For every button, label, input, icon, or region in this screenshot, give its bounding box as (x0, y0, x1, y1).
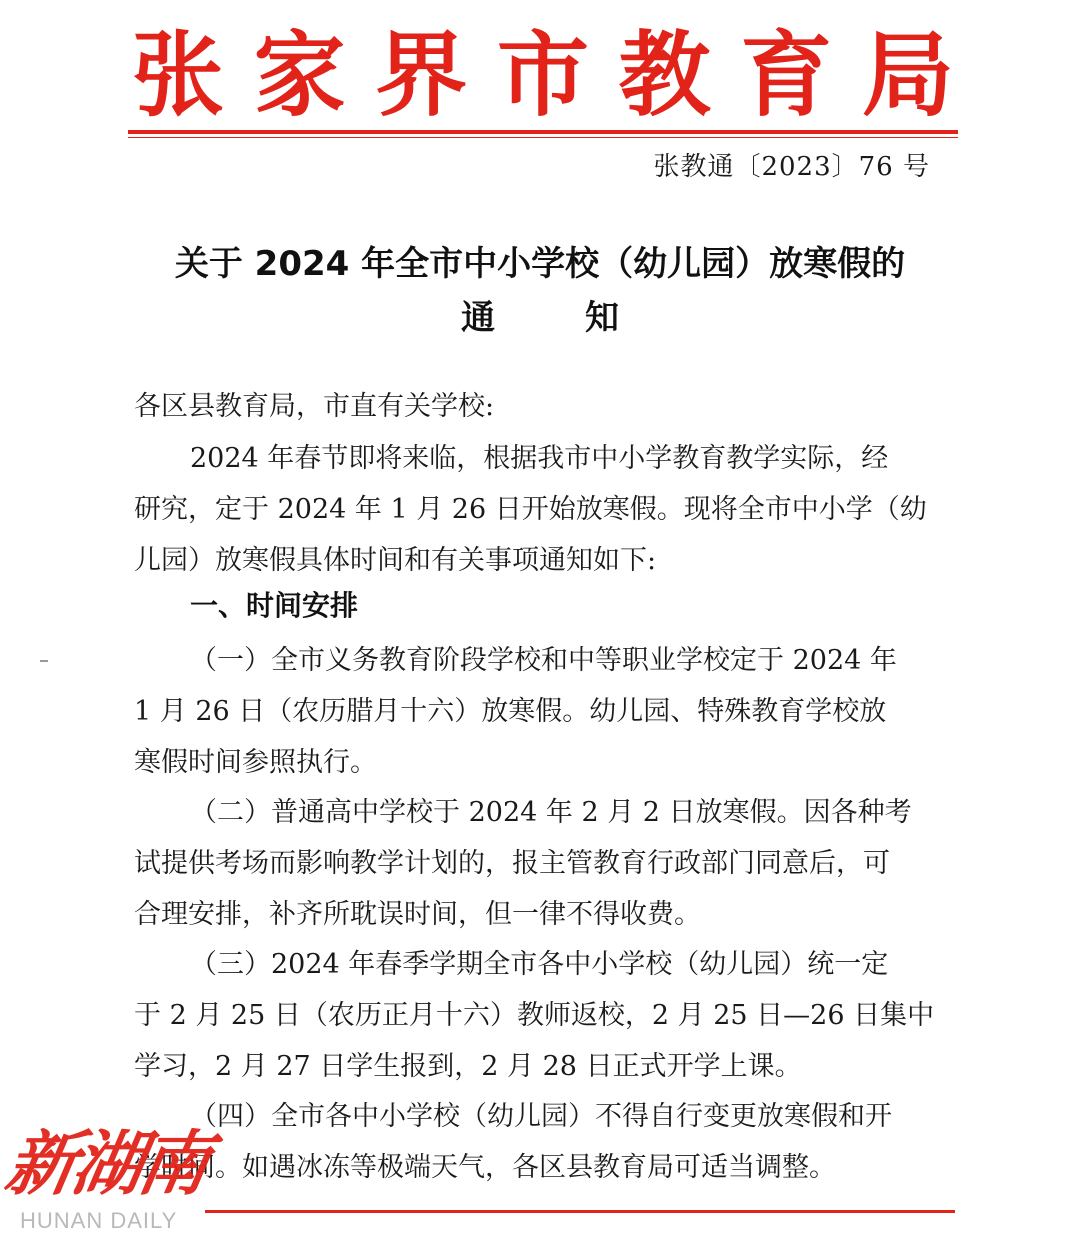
paragraph-line: 学习，2 月 27 日学生报到，2 月 28 日正式开学上课。 (134, 1051, 802, 1082)
footer-divider (205, 1210, 955, 1213)
paragraph-line: 研究，定于 2024 年 1 月 26 日开始放寒假。现将全市中小学（幼 (134, 494, 927, 525)
letterhead-divider (128, 130, 958, 134)
paragraph-line: 2024 年春节即将来临，根据我市中小学教育教学实际，经 (190, 443, 889, 474)
paragraph-line: （一）全市义务教育阶段学校和中等职业学校定于 2024 年 (190, 645, 897, 676)
paragraph-line: 儿园）放寒假具体时间和有关事项通知如下: (134, 545, 657, 576)
letterhead-char: 家 (253, 21, 346, 129)
watermark-english: HUNAN DAILY (20, 1208, 178, 1233)
letterhead-char: 育 (740, 21, 833, 129)
document-number: 张教通〔2023〕76 号 (653, 152, 930, 182)
section-heading: 一、时间安排 (190, 589, 359, 622)
paragraph-line: （四）全市各中小学校（幼儿园）不得自行变更放寒假和开 (190, 1101, 892, 1132)
letterhead-char: 张 (131, 21, 224, 129)
paragraph-line: 试提供考场而影响教学计划的，报主管教育行政部门同意后，可 (134, 848, 890, 879)
letterhead-char: 市 (496, 21, 589, 129)
document-title-char: 知 (585, 298, 619, 338)
paragraph-line: 寒假时间参照执行。 (134, 747, 377, 778)
paragraph-line: （二）普通高中学校于 2024 年 2 月 2 日放寒假。因各种考 (190, 797, 912, 828)
letterhead-char: 教 (618, 21, 711, 129)
paragraph-line: 于 2 月 25 日（农历正月十六）教师返校，2 月 25 日—26 日集中 (134, 1000, 935, 1031)
paragraph-line: 合理安排，补齐所耽误时间，但一律不得收费。 (134, 899, 701, 930)
letterhead-char: 界 (375, 21, 468, 129)
salutation: 各区县教育局，市直有关学校: (134, 391, 495, 422)
paragraph-line: 学时间。如遇冰冻等极端天气，各区县教育局可适当调整。 (134, 1152, 836, 1183)
letterhead-divider-thin (128, 137, 958, 138)
paragraph-line: 1 月 26 日（农历腊月十六）放寒假。幼儿园、特殊教育学校放 (134, 696, 887, 727)
document-title-line2 (0, 290, 1080, 339)
letterhead-char: 局 (861, 21, 954, 129)
paragraph-line: （三）2024 年春季学期全市各中小学校（幼儿园）统一定 (190, 949, 889, 980)
letterhead-title (128, 18, 958, 129)
watermark-logo: 新湖南 (0, 1123, 213, 1205)
document-title-char: 通 (461, 298, 495, 338)
scan-mark (40, 660, 48, 662)
document-title-line1: 关于 2024 年全市中小学校（幼儿园）放寒假的 (174, 244, 906, 284)
